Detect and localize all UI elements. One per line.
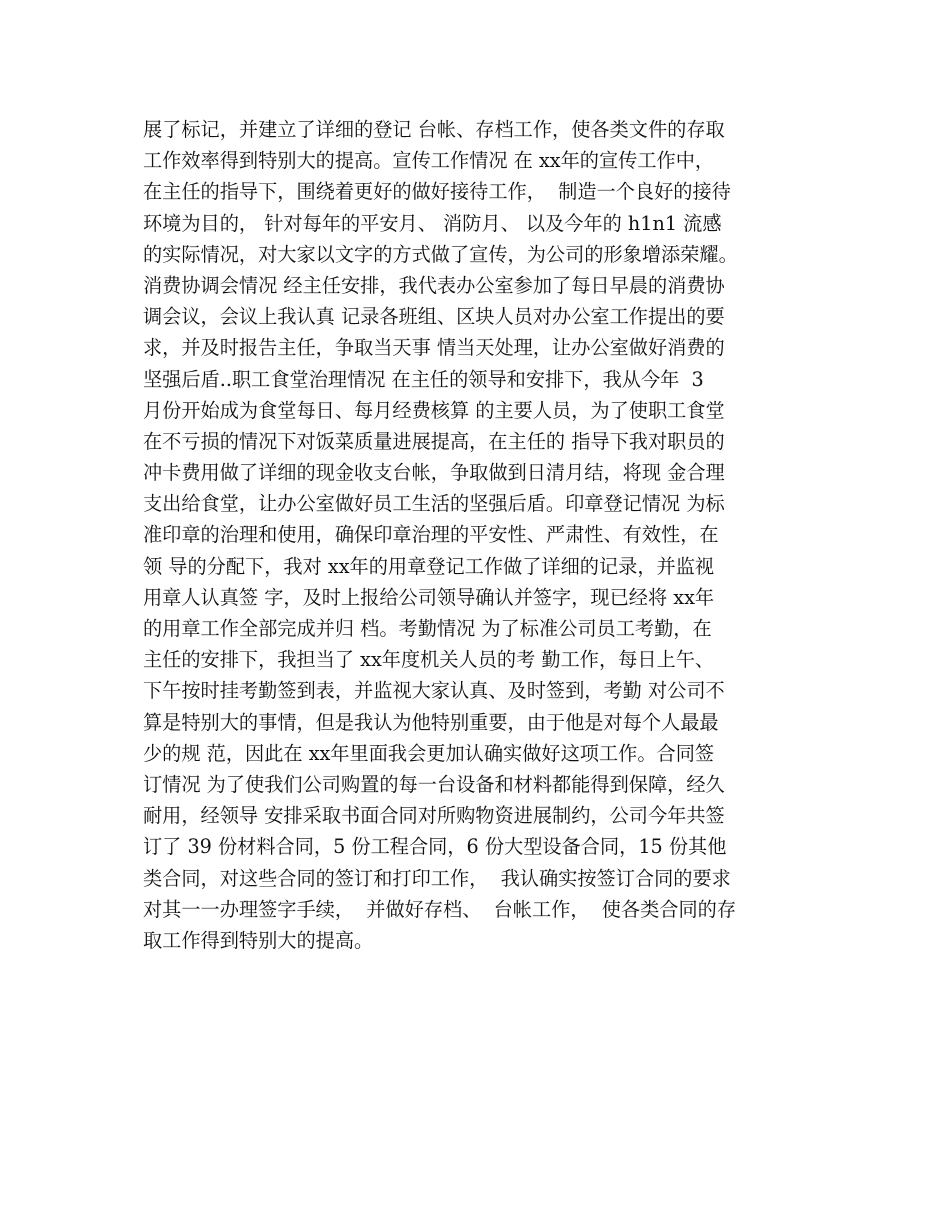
text-line: 领 导的分配下，我对 xx年的用章登记工作做了详细的记录，并监视: [143, 554, 715, 578]
text-line: 的实际情况，对大家以文字的方式做了宣传，为公司的形象增添荣耀。: [143, 242, 738, 266]
text-line: 环境为目的， 针对每年的平安月、 消防月、 以及今年的 h1n1 流感: [143, 211, 722, 235]
text-line: 订情况 为了使我们公司购置的每一台设备和材料都能得到保障，经久: [143, 772, 725, 796]
text-line: 冲卡费用做了详细的现金收支台帐，争取做到日清月结，将现 金合理: [143, 461, 725, 485]
text-line: 订了 39 份材料合同，5 份工程合同，6 份大型设备合同，15 份其他: [143, 835, 727, 859]
text-line: 求，并及时报告主任，争取当天事 情当天处理，让办公室做好消费的: [143, 336, 725, 360]
body-text: [143, 114, 843, 956]
text-line: 用章人认真签 字，及时上报给公司领导确认并签字，现已经将 xx年: [143, 585, 715, 609]
text-line: 主任的安排下，我担当了 xx年度机关人员的考 勤工作，每日上午、: [143, 648, 715, 672]
text-line: 算是特别大的事情，但是我认为他特别重要，由于他是对每个人最最: [143, 710, 719, 734]
text-line: 类合同，对这些合同的签订和打印工作， 我认确实按签订合同的要求: [143, 866, 731, 890]
text-line: 取工作得到特别大的提高。: [143, 928, 374, 952]
text-line: 坚强后盾..职工食堂治理情况 在主任的领导和安排下，我从今年 3: [143, 367, 704, 391]
text-line: 准印章的治理和使用，确保印章治理的平安性、严肃性、有效性，在: [143, 523, 719, 547]
text-line: 少的规 范，因此在 xx年里面我会更加认确实做好这项工作。合同签: [143, 741, 715, 765]
text-line: 消费协调会情况 经主任安排，我代表办公室参加了每日早晨的消费协: [143, 273, 725, 297]
text-line: 在主任的指导下，围绕着更好的做好接待工作， 制造一个良好的接待: [143, 180, 731, 204]
text-line: 耐用，经领导 安排采取书面合同对所购物资进展制约，公司今年共签: [143, 804, 725, 828]
text-line: 下午按时挂考勤签到表，并监视大家认真、及时签到，考勤 对公司不: [143, 679, 725, 703]
text-line: 工作效率得到特别大的提高。宣传工作情况 在 xx年的宣传工作中，: [143, 149, 715, 173]
text-line: 的用章工作全部完成并归 档。考勤情况 为了标准公司员工考勤，在: [143, 617, 712, 640]
text-line: 月份开始成为食堂每日、每月经费核算 的主要人员，为了使职工食堂: [143, 398, 725, 422]
text-line: 在不亏损的情况下对饭菜质量进展提高，在主任的 指导下我对职员的: [143, 429, 725, 453]
text-line: 展了标记，并建立了详细的登记 台帐、存档工作，使各类文件的存取: [143, 118, 725, 141]
text-line: 调会议，会议上我认真 记录各班组、区块人员对办公室工作提出的要: [143, 305, 725, 329]
text-line: 支出给食堂，让办公室做好员工生活的坚强后盾。印章登记情况 为标: [143, 492, 725, 516]
text-line: 对其一一办理签字手续， 并做好存档、 台帐工作， 使各类合同的存: [143, 897, 737, 921]
